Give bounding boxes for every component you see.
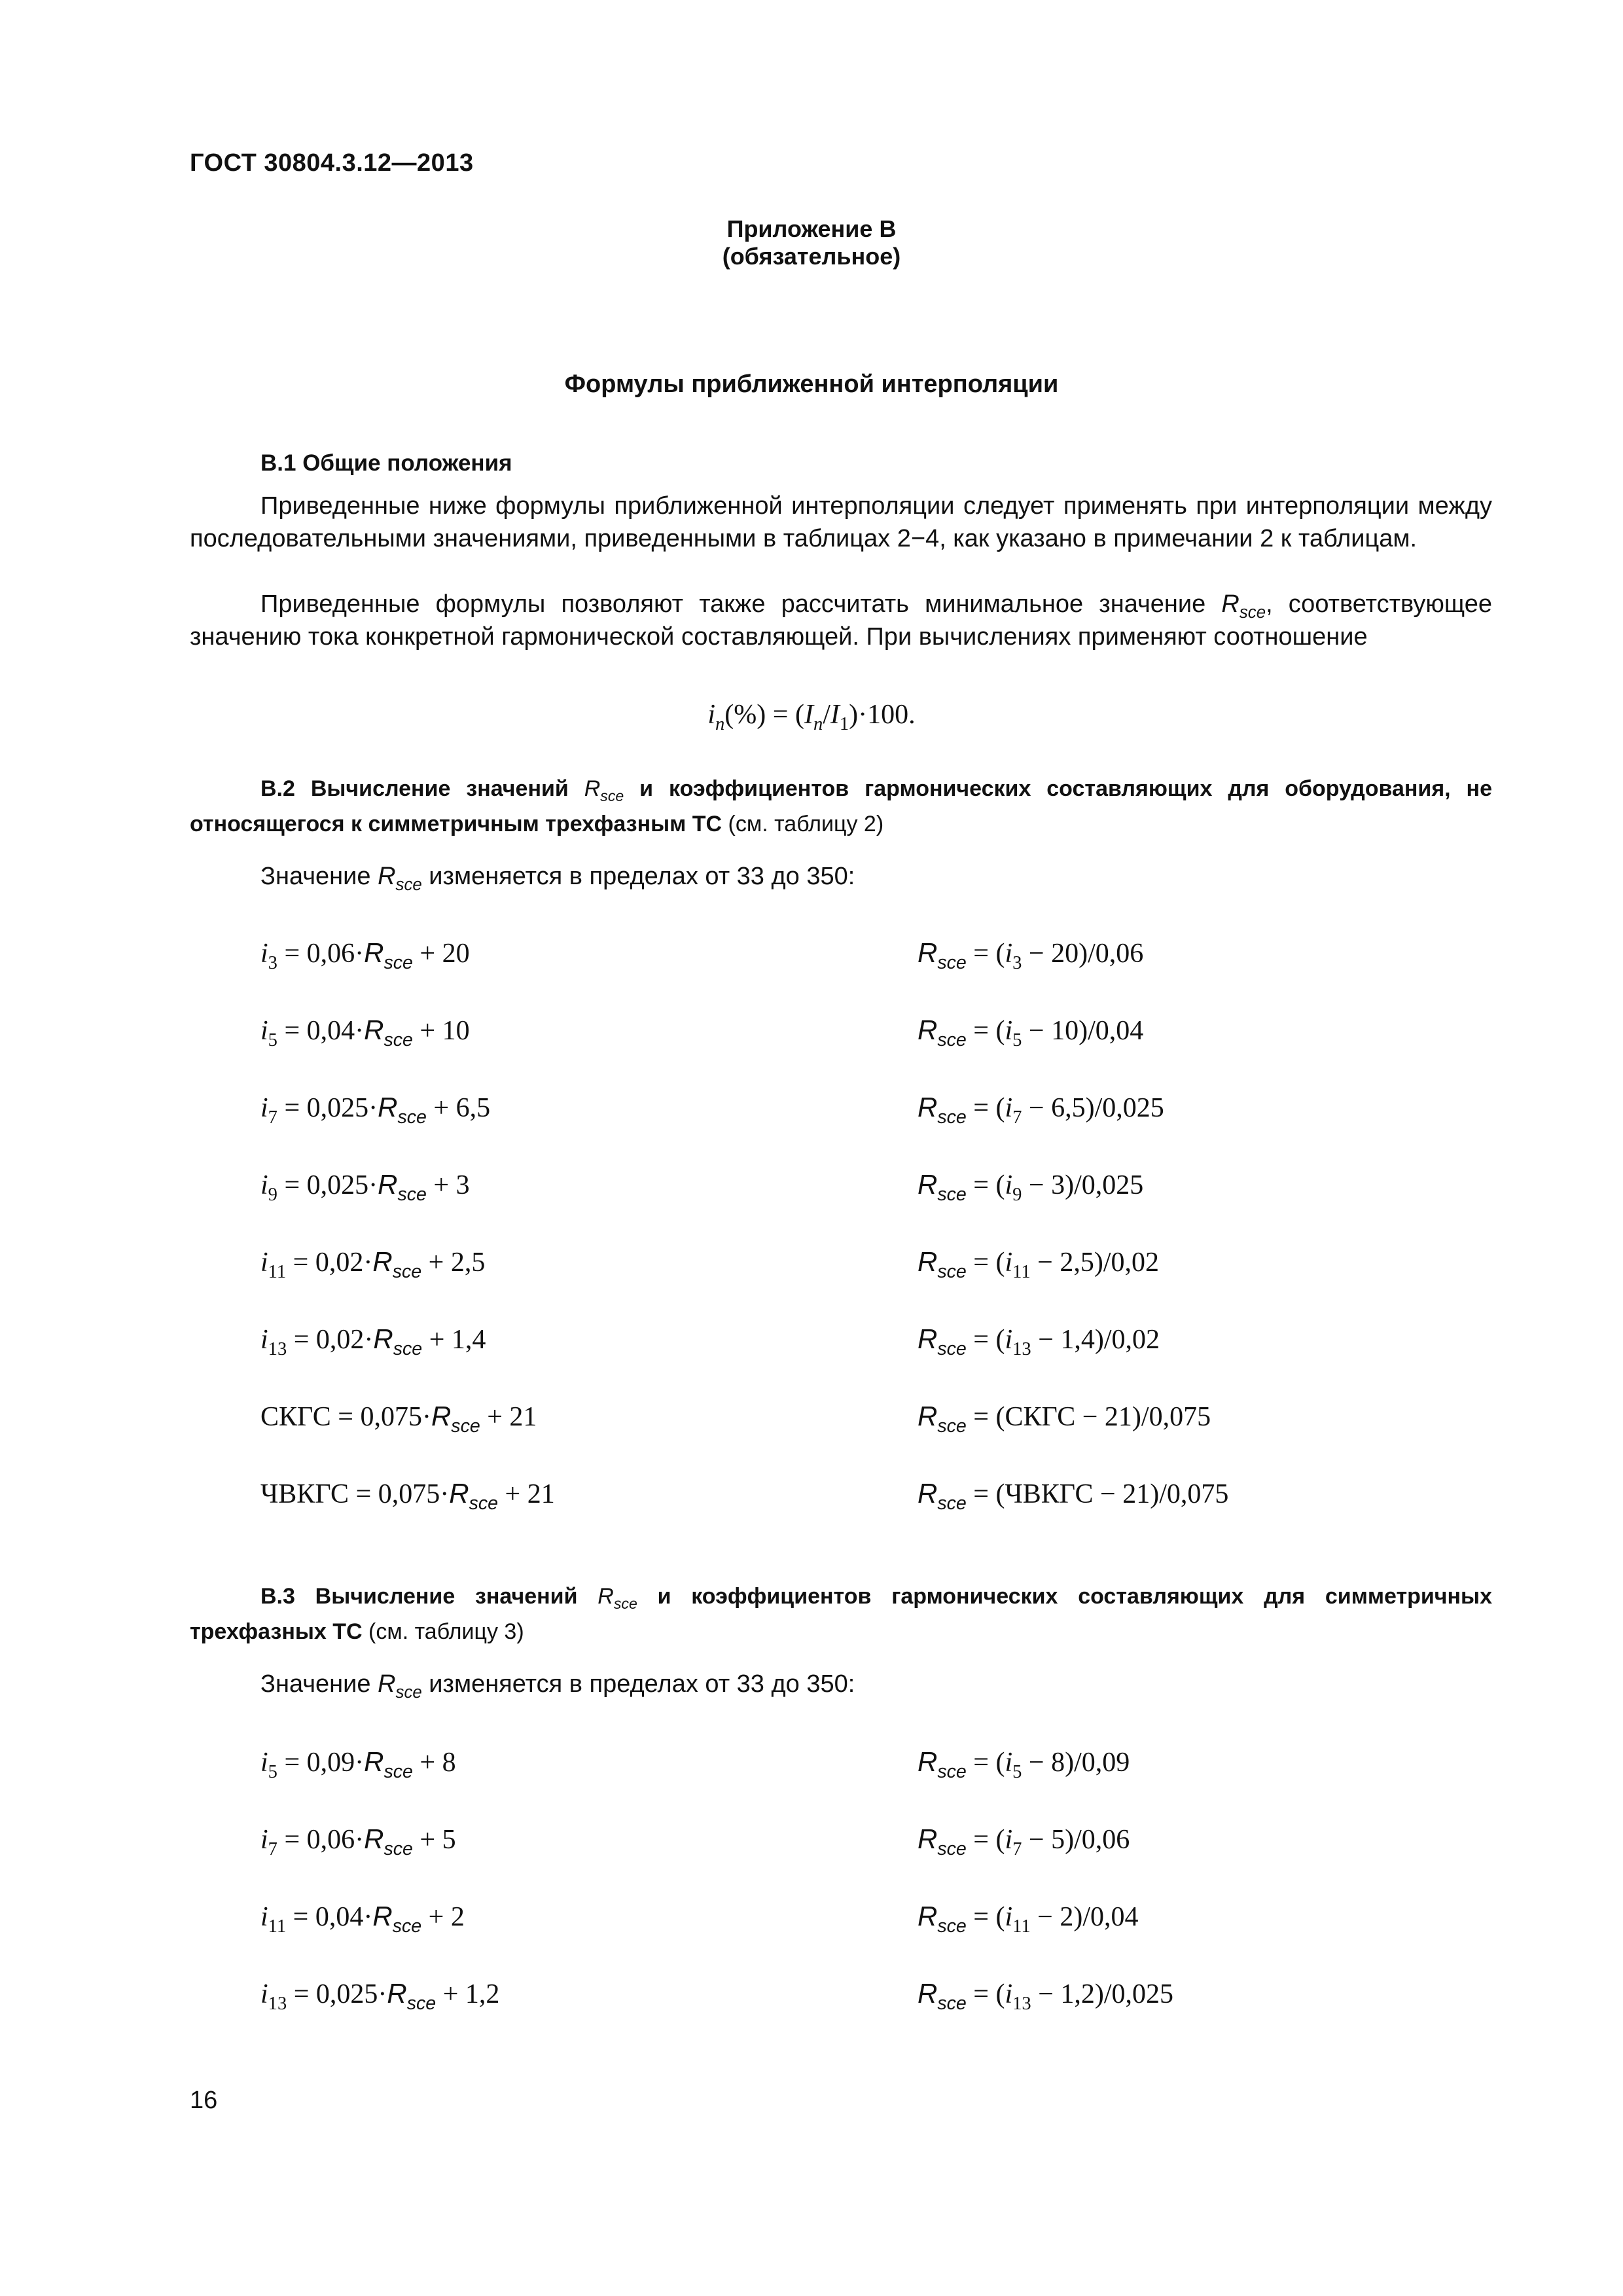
relation-formula: $i_n(\%) = (I_n/I_1)\cdot 100$. <box>707 700 916 734</box>
formula-left: $i_7 = 0,025\cdot R_{sce} + 6,5$ <box>260 1092 491 1128</box>
section-b2-heading: В.2 Вычисление значений $R_{sce}$ и коэффициентов гармонических составляющих для оборудования, не относящегося к симметричным трехфазным ТС (см. таблицу 2) <box>190 776 1492 836</box>
formula-right: $R_{sce} = (i_5 - 8)/0,09$ <box>918 1746 1130 1782</box>
formula-left: $i_9 = 0,025\cdot R_{sce} + 3$ <box>260 1169 470 1205</box>
section-b3-heading: В.3 Вычисление значений $R_{sce}$ и коэффициентов гармонических составляющих для симметричных трехфазных ТС (см. таблицу 3) <box>190 1584 1493 1644</box>
formula-left: $i_5 = 0,04\cdot R_{sce} + 10$ <box>260 1014 470 1050</box>
formula-left: $i_{13} = 0,02\cdot R_{sce} + 1,4$ <box>260 1323 486 1359</box>
formula-right: $R_{sce} = (i_3 - 20)/0,06$ <box>918 937 1144 973</box>
formula-right: $R_{sce} = (i_5 - 10)/0,04$ <box>918 1014 1144 1050</box>
formula-right: $R_{sce} = (i_{13} - 1,4)/0,02$ <box>918 1323 1160 1359</box>
page-number: 16 <box>190 2087 218 2114</box>
formula-left: $i_{11} = 0,02\cdot R_{sce} + 2,5$ <box>260 1246 486 1282</box>
formula-left: $i_7 = 0,06\cdot R_{sce} + 5$ <box>260 1823 456 1859</box>
section-b3-range: Значение $R_{sce}$ изменяется в пределах от 33 до 350: <box>260 1670 855 1702</box>
formula-chvkgs-left: ЧВКГС = $0,075\cdot R_{sce} + 21$ <box>260 1478 555 1514</box>
formula-left: $i_{11} = 0,04\cdot R_{sce} + 2$ <box>260 1901 465 1937</box>
formula-right: $R_{sce} = (i_{11} - 2)/0,04$ <box>918 1901 1139 1937</box>
formula-right: $R_{sce} = (i_{13} - 1,2)/0,025$ <box>918 1978 1174 2014</box>
formula-skgs-left: СКГС = $0,075\cdot R_{sce} + 21$ <box>260 1401 537 1437</box>
section-b1-heading: В.1 Общие положения <box>260 450 512 476</box>
formula-right: $R_{sce} = (i_9 - 3)/0,025$ <box>918 1169 1144 1205</box>
formula-right: $R_{sce} = (i_{11} - 2,5)/0,02$ <box>918 1246 1159 1282</box>
formula-right: $R_{sce} = (i_7 - 5)/0,06$ <box>918 1823 1130 1859</box>
section-b1-paragraph-1: Приведенные ниже формулы приближенной интерполяции следует применять при интерполяции между последовательными значениями, приведенными в таблицах 2−4, как указано в примечании 2 к таблицам. <box>190 492 1492 552</box>
section-b1-paragraph-2: Приведенные формулы позволяют также рассчитать минимальное значение $R_{sce}$, соответствующее значению тока конкретной гармонической составляющей. При вычислениях применяют соотношение <box>190 590 1492 651</box>
main-title: Формулы приближенной интерполяции <box>564 370 1059 398</box>
appendix-title: Приложение В <box>726 215 897 242</box>
section-b2-range: Значение $R_{sce}$ изменяется в пределах от 33 до 350: <box>260 863 855 895</box>
formula-skgs-right: $R_{sce}$ = (СКГС − 21)/0,075 <box>918 1401 1211 1437</box>
formula-chvkgs-right: $R_{sce}$ = (ЧВКГС − 21)/0,075 <box>918 1478 1229 1514</box>
formula-left: $i_{13} = 0,025\cdot R_{sce} + 1,2$ <box>260 1978 500 2014</box>
formula-left: $i_3 = 0,06\cdot R_{sce} + 20$ <box>260 937 470 973</box>
formula-right: $R_{sce} = (i_7 - 6,5)/0,025$ <box>918 1092 1164 1128</box>
appendix-status: (обязательное) <box>722 243 901 270</box>
document-code: ГОСТ 30804.3.12—2013 <box>190 149 474 177</box>
formula-left: $i_5 = 0,09\cdot R_{sce} + 8$ <box>260 1746 456 1782</box>
